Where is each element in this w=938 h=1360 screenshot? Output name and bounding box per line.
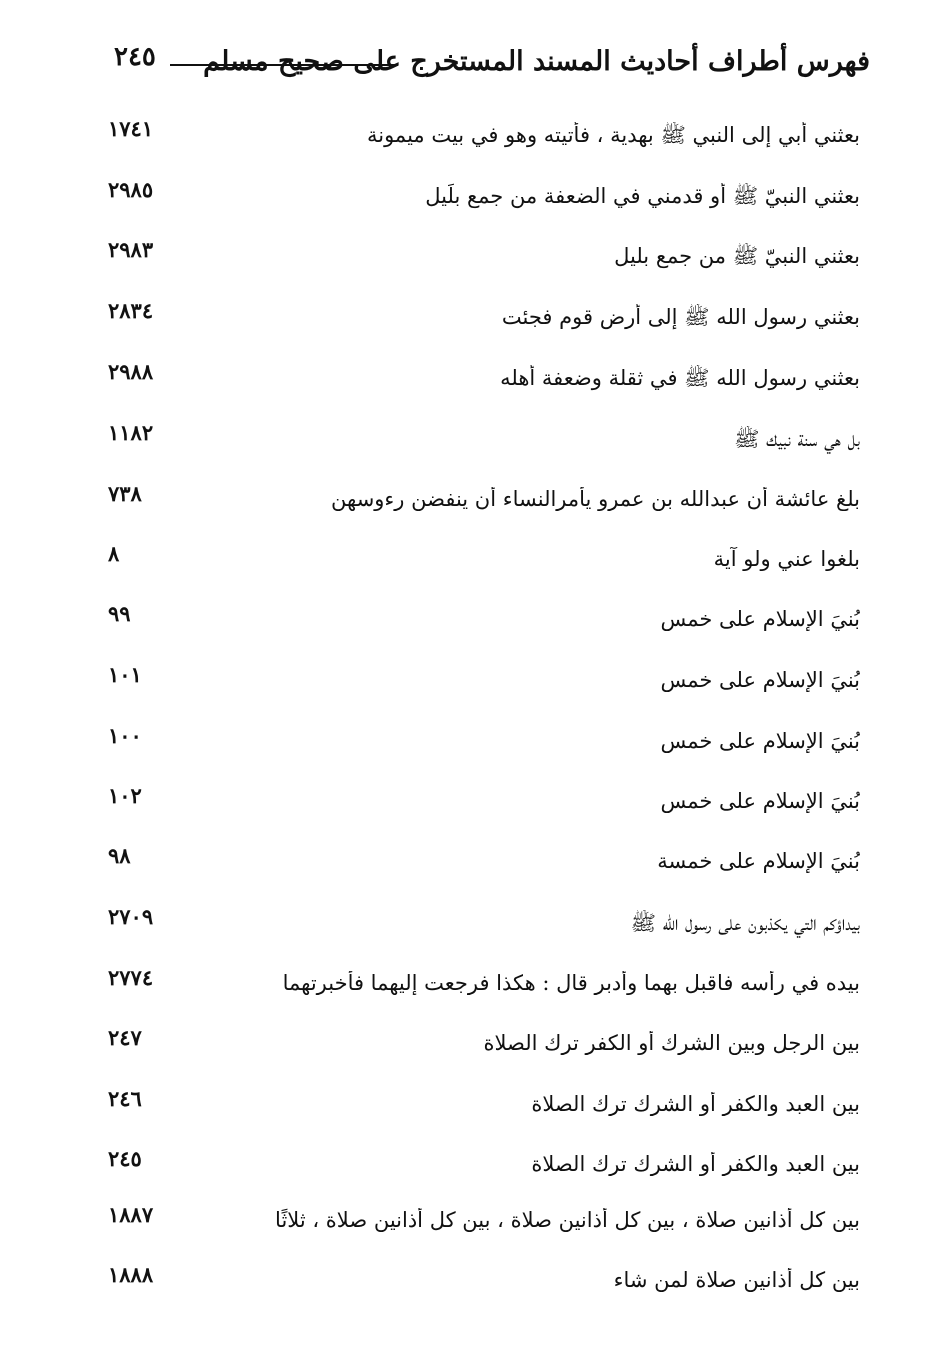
page-number: ٢٤٥ <box>114 42 156 72</box>
index-entry <box>100 1202 860 1248</box>
index-entry <box>100 237 860 283</box>
entry-number: ٢٩٨٥ <box>108 177 154 202</box>
index-entry <box>100 843 860 889</box>
index-entry <box>100 359 860 405</box>
entry-text: بين العبد والكفر أو الشرك ترك الصلاة <box>531 1152 860 1176</box>
entry-number: ٢٤٥ <box>108 1146 142 1171</box>
index-entry <box>100 420 860 466</box>
index-entry <box>100 116 860 162</box>
entry-text: بعثني رسول الله ﷺ إلى أرض قوم فجئت <box>501 305 860 329</box>
entry-number: ٢٧٧٤ <box>108 965 154 990</box>
entry-number: ٨ <box>108 541 120 566</box>
entry-number: ١١٨٢ <box>108 420 154 445</box>
entry-text: بين العبد والكفر أو الشرك ترك الصلاة <box>531 1092 860 1116</box>
entry-text: بين الرجل وبين الشرك أو الكفر ترك الصلاة <box>483 1031 860 1055</box>
entry-text: بعثني النبيّ ﷺ أو قدمني في الضعفة من جمع بلَيل <box>425 184 860 208</box>
entry-number: ٢٨٣٤ <box>108 298 154 323</box>
entry-text: بيداؤكم التي يكذبون على رسول الله ﷺ <box>630 911 860 935</box>
entry-text: بعثني رسول الله ﷺ في ثقلة وضعفة أهله <box>500 366 860 390</box>
entry-number: ٩٨ <box>108 843 131 868</box>
entry-text: بُنيَ الإسلام على خمسة <box>657 849 860 873</box>
index-entry <box>100 541 860 587</box>
page-title: فهرس أطراف أحاديث المسند المستخرج على صحيح مسلم <box>203 46 870 77</box>
index-entry <box>100 662 860 708</box>
entry-number: ٧٣٨ <box>108 481 142 506</box>
entry-text: بعثني أبي إلى النبي ﷺ بهدية ، فأتيته وهو في بيت ميمونة <box>366 123 860 147</box>
index-entry <box>100 481 860 527</box>
entry-number: ١٠٢ <box>108 783 142 808</box>
index-entry <box>100 1146 860 1192</box>
index-entry <box>100 1025 860 1071</box>
index-entry <box>100 1086 860 1132</box>
entry-text: بل هي سنة نبيك ﷺ <box>734 427 860 451</box>
entry-number: ٢٩٨٨ <box>108 359 154 384</box>
entry-number: ٩٩ <box>108 601 131 626</box>
entry-number: ١٧٤١ <box>108 116 154 141</box>
entry-number: ٢٤٧ <box>108 1025 142 1050</box>
entry-text: بلغوا عني ولو آية <box>713 547 860 571</box>
entry-number: ٢٧٠٩ <box>108 904 154 929</box>
entry-number: ١٠٠ <box>108 723 142 748</box>
index-entry <box>100 601 860 647</box>
entry-number: ١٠١ <box>108 662 142 687</box>
index-entry <box>100 1262 860 1308</box>
entry-number: ١٨٨٨ <box>108 1262 154 1287</box>
entry-text: بين كل أذانين صلاة لمن شاء <box>613 1268 860 1292</box>
entry-text: بُنيَ الإسلام على خمس <box>660 789 860 813</box>
entry-text: بيده في رأسه فاقبل بهما وأدبر قال : هكذا فرجعت إليهما فأخبرتهما <box>282 971 860 995</box>
index-entry <box>100 965 860 1011</box>
index-entry <box>100 783 860 829</box>
entry-number: ٢٩٨٣ <box>108 237 154 262</box>
entry-text: بين كل أذانين صلاة ، بين كل أذانين صلاة ، بين كل أذانين صلاة ، ثلاثًا <box>275 1208 860 1232</box>
index-entry <box>100 298 860 344</box>
entry-text: بُنيَ الإسلام على خمس <box>660 607 860 631</box>
entry-text: بُنيَ الإسلام على خمس <box>660 729 860 753</box>
index-entry <box>100 904 860 950</box>
entry-number: ٢٤٦ <box>108 1086 142 1111</box>
entry-text: بعثني النبيّ ﷺ من جمع بليل <box>614 244 860 268</box>
index-entry <box>100 177 860 223</box>
entry-number: ١٨٨٧ <box>108 1202 154 1227</box>
index-entry <box>100 723 860 769</box>
entry-text: بلغ عائشة أن عبدالله بن عمرو يأمرالنساء أن ينفضن رءوسهن <box>331 487 860 511</box>
entry-text: بُنيَ الإسلام على خمس <box>660 668 860 692</box>
